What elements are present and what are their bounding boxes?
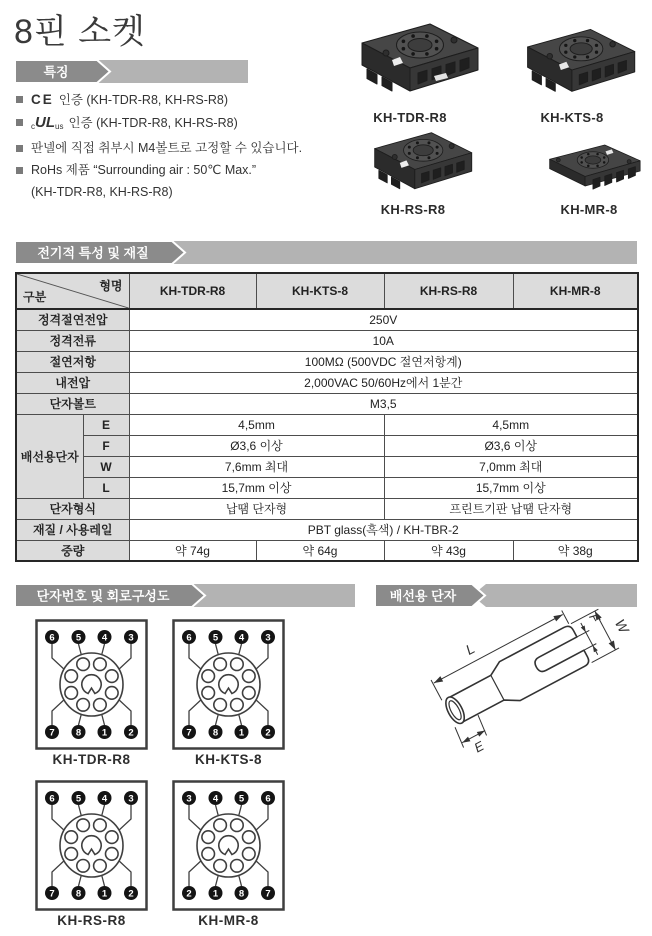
table-row <box>16 393 638 414</box>
row-value: 10A <box>129 330 638 351</box>
sub-row-label: E <box>83 414 129 435</box>
feature-item <box>16 185 331 200</box>
pin-diagrams-banner-label: 단자번호 및 회로구성도 <box>36 588 170 604</box>
row-value: 약 38g <box>513 540 638 561</box>
svg-text:5: 5 <box>238 793 245 805</box>
table-row <box>16 519 638 540</box>
svg-text:2: 2 <box>186 888 192 900</box>
row-value: 15,7mm 이상 <box>384 477 638 498</box>
sub-row-label: W <box>83 456 129 477</box>
svg-text:3: 3 <box>265 632 271 644</box>
corner-label-category: 구분 <box>23 290 47 304</box>
product-caption: KH-RS-R8 <box>380 202 446 217</box>
table-row <box>16 330 638 351</box>
row-label: 정격전류 <box>16 330 129 351</box>
table-row <box>16 309 638 330</box>
square-bullet-icon <box>16 96 23 103</box>
row-value: 약 64g <box>256 540 384 561</box>
sub-row-label: F <box>83 435 129 456</box>
svg-text:8: 8 <box>212 727 219 739</box>
feature-text: RoHs 제품 “Surrounding air : 50℃ Max.” <box>31 163 257 177</box>
row-label: 단자형식 <box>16 498 129 519</box>
table-row <box>16 498 638 519</box>
row-label: 배선용단자 <box>16 414 83 498</box>
table-row <box>16 477 638 498</box>
column-header: KH-KTS-8 <box>256 273 384 309</box>
features-banner <box>15 60 248 83</box>
row-value: 납땜 단자형 <box>129 498 384 519</box>
dim-label-w: W <box>611 616 633 636</box>
row-label: 중량 <box>16 540 129 561</box>
svg-text:4: 4 <box>101 632 108 644</box>
square-bullet-icon <box>16 119 23 126</box>
feature-text: (KH-TDR-R8, KH-RS-R8) <box>31 185 173 199</box>
svg-text:1: 1 <box>101 888 108 900</box>
svg-text:5: 5 <box>75 793 82 805</box>
column-header: KH-MR-8 <box>513 273 638 309</box>
feature-item <box>16 141 331 156</box>
features-banner-label: 특징 <box>43 64 69 80</box>
svg-text:4: 4 <box>238 632 245 644</box>
column-header: KH-TDR-R8 <box>129 273 256 309</box>
row-label: 재질 / 사용레일 <box>16 519 129 540</box>
table-row <box>16 435 638 456</box>
square-bullet-icon <box>16 145 23 152</box>
svg-text:5: 5 <box>212 632 219 644</box>
svg-text:2: 2 <box>128 727 134 739</box>
row-label: 절연저항 <box>16 351 129 372</box>
pin-diagram-kh-rs-r8 <box>35 780 148 911</box>
svg-text:7: 7 <box>186 727 192 739</box>
svg-text:2: 2 <box>128 888 134 900</box>
row-value: 4,5mm <box>384 414 638 435</box>
feature-item <box>16 115 331 134</box>
pin-diagrams-banner <box>15 584 355 607</box>
svg-text:5: 5 <box>75 632 82 644</box>
product-photo-kh-tdr-r8 <box>333 16 485 108</box>
spec-banner <box>15 241 637 264</box>
product-caption: KH-KTS-8 <box>540 110 604 125</box>
table-row <box>16 456 638 477</box>
ul-mark-icon: cULus <box>31 114 64 131</box>
svg-text:3: 3 <box>128 632 134 644</box>
pin-diagram-caption: KH-MR-8 <box>198 913 259 928</box>
table-row <box>16 372 638 393</box>
svg-text:6: 6 <box>265 793 271 805</box>
pin-diagram-caption: KH-RS-R8 <box>57 913 126 928</box>
row-label: 내전압 <box>16 372 129 393</box>
ce-mark-icon: CE <box>31 92 54 107</box>
row-value: 100MΩ (500VDC 절연저항계) <box>129 351 638 372</box>
svg-text:6: 6 <box>49 632 55 644</box>
pin-diagram-kh-mr-8 <box>172 780 285 911</box>
row-value: 프린트기판 납땜 단자형 <box>384 498 638 519</box>
row-value: PBT glass(흑색) / KH-TBR-2 <box>129 519 638 540</box>
svg-text:7: 7 <box>265 888 271 900</box>
svg-text:7: 7 <box>49 727 55 739</box>
product-caption: KH-TDR-R8 <box>373 110 447 125</box>
row-value: M3,5 <box>129 393 638 414</box>
row-value: 7,0mm 최대 <box>384 456 638 477</box>
product-photo-kh-mr-8 <box>530 134 648 197</box>
row-label: 단자볼트 <box>16 393 129 414</box>
dim-label-l: L <box>462 640 478 658</box>
feature-item <box>16 163 331 178</box>
svg-text:6: 6 <box>186 632 192 644</box>
svg-text:8: 8 <box>75 888 82 900</box>
column-header: KH-RS-R8 <box>384 273 513 309</box>
dim-label-e: E <box>471 738 487 756</box>
pin-diagram-caption: KH-KTS-8 <box>195 752 262 767</box>
table-row <box>16 414 638 435</box>
pin-diagram-caption: KH-TDR-R8 <box>52 752 131 767</box>
svg-text:6: 6 <box>49 793 55 805</box>
row-value: 약 74g <box>129 540 256 561</box>
sub-row-label: L <box>83 477 129 498</box>
wiring-terminal-drawing <box>386 594 652 774</box>
row-value: Ø3,6 이상 <box>384 435 638 456</box>
row-value: 250V <box>129 309 638 330</box>
svg-text:3: 3 <box>128 793 134 805</box>
row-value: Ø3,6 이상 <box>129 435 384 456</box>
row-label: 정격절연전압 <box>16 309 129 330</box>
row-value: 2,000VAC 50/60Hz에서 1분간 <box>129 372 638 393</box>
wiring-terminal-banner-label: 배선용 단자 <box>389 588 457 604</box>
pin-diagram-kh-tdr-r8 <box>35 619 148 750</box>
svg-text:1: 1 <box>212 888 219 900</box>
table-row <box>16 351 638 372</box>
corner-label-model: 형명 <box>99 279 123 293</box>
spec-banner-label: 전기적 특성 및 재질 <box>37 245 149 261</box>
row-value: 7,6mm 최대 <box>129 456 384 477</box>
svg-text:2: 2 <box>265 727 271 739</box>
features-list <box>16 92 331 207</box>
product-caption: KH-MR-8 <box>560 202 618 217</box>
svg-text:3: 3 <box>186 793 192 805</box>
square-bullet-icon <box>16 167 23 174</box>
row-value: 4,5mm <box>129 414 384 435</box>
row-value: 약 43g <box>384 540 513 561</box>
feature-item <box>16 92 331 108</box>
table-row <box>16 540 638 561</box>
svg-text:1: 1 <box>238 727 245 739</box>
spec-table <box>15 272 639 562</box>
product-photo-kh-kts-8 <box>497 22 645 107</box>
feature-text: 인증 (KH-TDR-R8, KH-RS-R8) <box>68 116 238 130</box>
svg-text:8: 8 <box>238 888 245 900</box>
table-corner-cell <box>16 273 129 309</box>
dim-label-f: F <box>586 610 604 625</box>
feature-text: 판넬에 직접 취부시 M4볼트로 고정할 수 있습니다. <box>31 141 303 155</box>
svg-text:8: 8 <box>75 727 82 739</box>
svg-text:1: 1 <box>101 727 108 739</box>
svg-text:7: 7 <box>49 888 55 900</box>
pin-diagram-kh-kts-8 <box>172 619 285 750</box>
row-value: 15,7mm 이상 <box>129 477 384 498</box>
page-title: 8핀 소켓 <box>14 13 146 51</box>
product-photo-kh-rs-r8 <box>351 126 477 203</box>
svg-text:4: 4 <box>101 793 108 805</box>
feature-text: 인증 (KH-TDR-R8, KH-RS-R8) <box>58 93 229 107</box>
svg-text:4: 4 <box>212 793 219 805</box>
